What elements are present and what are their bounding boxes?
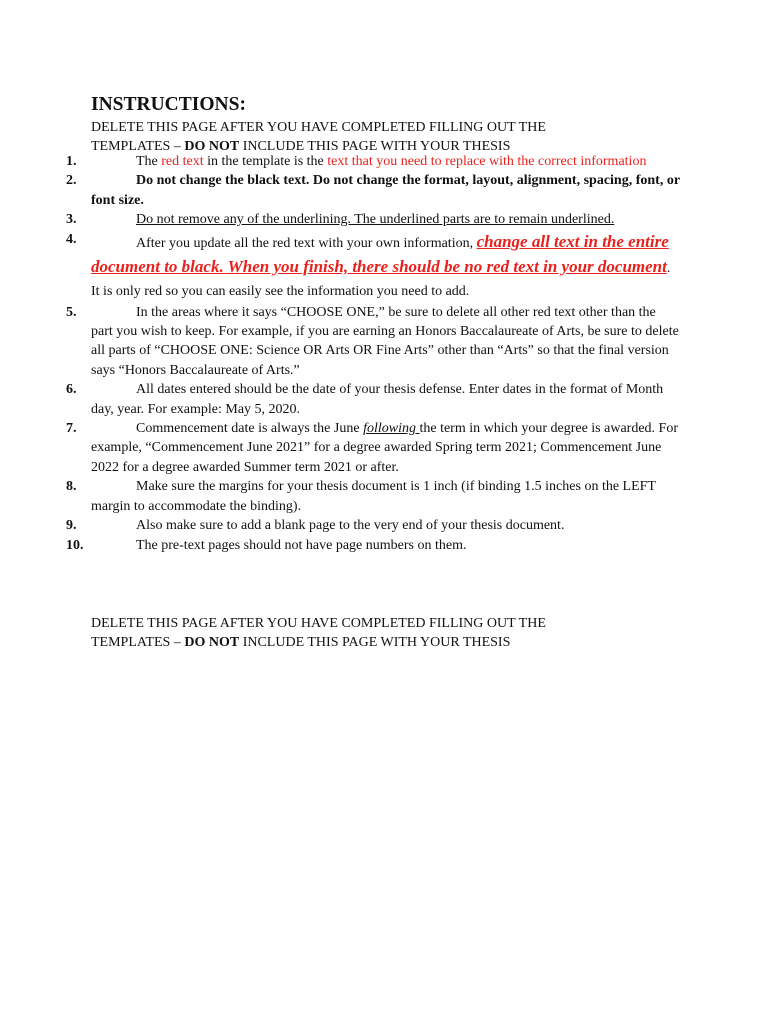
header-delete-note	[91, 118, 671, 157]
item-number: 9.	[66, 518, 77, 534]
item-text	[91, 152, 680, 171]
list-item	[60, 230, 680, 303]
item-number: 8.	[66, 479, 77, 495]
item-4-text-a: After you update all the red text with your own information,	[136, 235, 477, 251]
header-note-do-not: DO NOT	[184, 139, 240, 155]
instruction-list	[60, 152, 680, 555]
item-7-text-a: Commencement date is always the June	[136, 421, 364, 437]
item-text: Also make sure to add a blank page to the very end of your thesis document.	[136, 518, 565, 534]
list-item	[60, 419, 680, 477]
item-text	[91, 210, 680, 229]
list-item	[60, 477, 680, 516]
item-text: In the areas where it says “CHOOSE ONE,” be sure to delete all other red text other than the part you wish to keep. For example, if you are earning an Honors Baccalaureate of Arts, be sure to delete all parts of “CHOOSE ONE: Science OR Arts OR Fine Arts” other than “Arts” so that the final version says “Honors Baccalaureate of Arts.”	[91, 304, 679, 378]
item-4-text-b: . It is only red so you can easily see the information you need to add.	[91, 260, 671, 299]
item-1-text-a: The	[136, 154, 162, 169]
item-1-red-text: red text	[161, 154, 204, 169]
footer-note-line2-post: INCLUDE THIS PAGE WITH YOUR THESIS	[239, 635, 511, 651]
list-item	[60, 536, 680, 555]
item-7-following: following	[363, 421, 420, 437]
footer-note-line2-pre: TEMPLATES –	[91, 635, 185, 651]
item-number: 2.	[66, 173, 77, 189]
item-7-text-b: the term in which your degree is awarded. For example, “Commencement June 2021” for a degree awarded Spring term 2021; Commencement June 2022 for a degree awarded Summer term 2021 or after.	[91, 421, 678, 475]
list-item	[60, 210, 680, 229]
item-number: 5.	[66, 304, 77, 320]
page-title: INSTRUCTIONS:	[91, 94, 246, 115]
item-1-text-b: in the template is the	[203, 154, 328, 169]
item-text: All dates entered should be the date of your thesis defense. Enter dates in the format of Month day, year. For example: May 5, 2020.	[91, 382, 664, 417]
item-1-red-replace-text: text that you need to replace with the correct information	[327, 154, 647, 169]
item-number: 4.	[66, 231, 77, 247]
item-3-underlined-text: Do not remove any of the underlining. The underlined parts are to remain underlined.	[136, 212, 615, 228]
item-text: Make sure the margins for your thesis document is 1 inch (if binding 1.5 inches on the LEFT margin to accommodate the binding).	[91, 479, 656, 514]
footer-delete-note	[91, 614, 671, 653]
item-text	[91, 419, 680, 477]
list-item	[60, 516, 680, 535]
item-number: 3.	[66, 212, 77, 228]
header-note-line2-pre: TEMPLATES –	[91, 139, 185, 155]
footer-note-line2	[91, 633, 671, 652]
footer-note-line1: DELETE THIS PAGE AFTER YOU HAVE COMPLETED FILLING OUT THE	[91, 616, 546, 631]
item-number: 1.	[66, 154, 77, 169]
item-text: The pre-text pages should not have page numbers on them.	[136, 537, 467, 553]
list-item	[60, 171, 680, 210]
header-note-line1: DELETE THIS PAGE AFTER YOU HAVE COMPLETED FILLING OUT THE	[91, 120, 546, 135]
footer-note-do-not: DO NOT	[184, 635, 240, 651]
item-text: Do not change the black text. Do not change the format, layout, alignment, spacing, font, or font size.	[91, 173, 680, 208]
list-item	[60, 380, 680, 419]
item-number: 10.	[66, 537, 84, 553]
item-4-red-emphasis: change all text in the entire document to black. When you finish, there should be no red text in your document	[91, 231, 669, 276]
list-item	[60, 152, 680, 171]
header-note-line2-post: INCLUDE THIS PAGE WITH YOUR THESIS	[239, 139, 511, 155]
item-number: 6.	[66, 382, 77, 398]
item-number: 7.	[66, 421, 77, 437]
item-text	[91, 230, 680, 303]
list-item	[60, 303, 680, 381]
